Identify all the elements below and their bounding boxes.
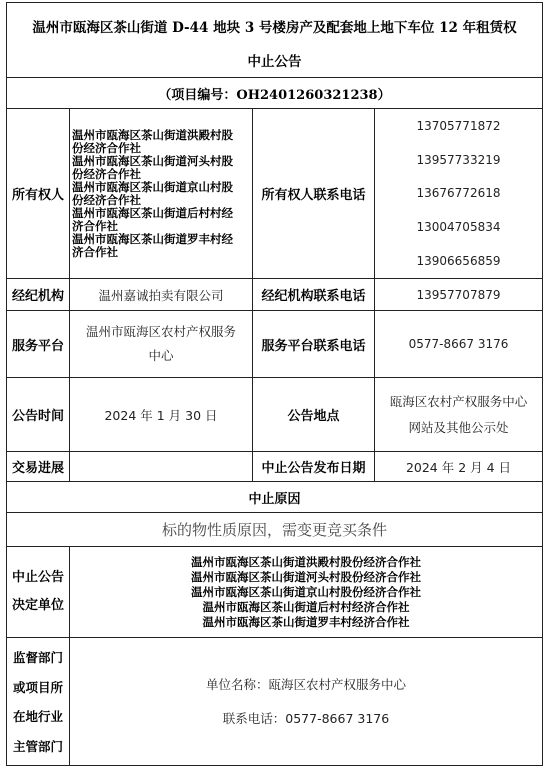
supervisor-label-line: 监督部门 [12,649,63,665]
progress-label: 交易进展 [11,461,64,476]
owner-phone-label: 所有权人联系电话 [261,188,366,203]
reason-label: 中止原因 [248,491,301,507]
decision-unit: 温州市瓯海区茶山街道河头村股份经济合作社 [191,569,421,584]
decision-unit: 温州市瓯海区茶山街道京山村股份经济合作社 [191,584,421,599]
project-number-row [7,78,542,109]
decision-unit: 温州市瓯海区茶山街道洪殿村股份经济合作社 [191,554,421,569]
owner-row [7,109,542,279]
notice-row [7,378,542,452]
supervisor-phone: 联系电话：0577-8667 3176 [222,710,390,726]
agency-name: 温州嘉诚拍卖有限公司 [98,287,224,303]
decision-label-line1: 中止公告 [11,570,64,585]
owner-name: 温州市瓯海区茶山街道后村村经济合作社 [72,205,233,233]
reason-text: 标的物性质原因，需变更竞买条件 [161,521,387,539]
page-subtitle: 中止公告 [247,54,302,70]
agency-row [7,279,542,311]
notice-place-line1: 瓯海区农村产权服务中心 [389,393,528,409]
owner-phone: 13676772618 [416,186,501,201]
owner-name: 温州市瓯海区茶山街道洪殿村股份经济合作社 [72,127,233,155]
decision-unit: 温州市瓯海区茶山街道后村村经济合作社 [202,599,410,614]
owner-name: 温州市瓯海区茶山街道罗丰村经济合作社 [72,231,233,259]
supervisor-label-line: 在地行业 [12,709,63,725]
reason-header-row [7,482,542,513]
agency-phone-label: 经纪机构联系电话 [261,289,366,304]
decision-label-line2: 决定单位 [11,598,64,613]
owner-phone: 13957733219 [416,152,501,167]
supervisor-row [7,638,542,765]
owner-list [69,109,252,278]
owner-name: 温州市瓯海区茶山街道京山村股份经济合作社 [72,179,233,207]
platform-name-line1: 温州市瓯海区农村产权服务 [85,324,236,339]
supervisor-label-line: 主管部门 [12,739,63,755]
platform-phone: 0577-8667 3176 [408,337,509,351]
notice-place-label: 公告地点 [287,409,340,424]
decision-row [7,547,542,638]
supervisor-unit: 单位名称：瓯海区农村产权服务中心 [205,676,406,692]
reason-text-row [7,513,542,547]
progress-row [7,452,542,482]
decision-unit: 温州市瓯海区茶山街道罗丰村经济合作社 [202,614,410,629]
owner-phone: 13906656859 [416,254,501,269]
notice-time: 2024 年 1 月 30 日 [104,407,218,423]
agency-phone: 13957707879 [416,287,501,302]
platform-label: 服务平台 [11,338,64,354]
owner-name: 温州市瓯海区茶山街道河头村股份经济合作社 [72,153,233,181]
supervisor-label-line: 或项目所 [12,679,63,695]
notice-time-label: 公告时间 [11,409,64,424]
suspension-date-label: 中止公告发布日期 [261,461,366,476]
platform-name-line2: 中心 [148,348,174,363]
notice-table [6,2,543,766]
notice-place-line2: 网站及其他公示处 [408,419,509,435]
platform-phone-label: 服务平台联系电话 [261,338,366,354]
owner-label: 所有权人 [11,188,64,203]
owner-phone-list [374,109,542,278]
project-number: （项目编号：OH2401260321238） [158,87,391,103]
decision-unit-list [69,547,542,637]
title-row [7,3,542,78]
agency-label: 经纪机构 [11,289,64,304]
suspension-date: 2024 年 2 月 4 日 [405,459,512,475]
page-title: 温州市瓯海区茶山街道 D-44 地块 3 号楼房产及配套地上地下车位 12 年租赁权 [32,20,517,36]
platform-row [7,311,542,378]
owner-phone: 13705771872 [416,118,501,133]
owner-phone: 13004705834 [416,220,501,235]
